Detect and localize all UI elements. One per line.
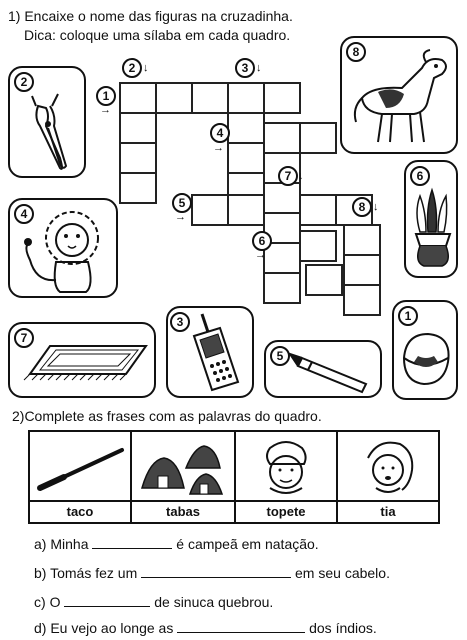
clue-number-6: 6: [252, 231, 272, 251]
boy-forelock-icon: [240, 434, 334, 498]
woman-face-icon: [342, 434, 436, 498]
picture-number-8: 8: [346, 42, 366, 62]
clue-number-8: 8: [352, 197, 372, 217]
crossword-cell[interactable]: [191, 82, 229, 114]
crossword-cell[interactable]: [299, 230, 337, 262]
crossword-cell[interactable]: [119, 142, 157, 174]
crossword-cell[interactable]: [155, 82, 193, 114]
clue-number-4: 4: [210, 123, 230, 143]
crossword-cell[interactable]: [227, 194, 265, 226]
crossword-cell[interactable]: [119, 82, 157, 114]
crossword-cell[interactable]: [227, 142, 265, 174]
sentence-text-before: Minha: [50, 536, 89, 552]
crossword-cell[interactable]: [343, 254, 381, 286]
pool-cue-icon: [34, 436, 128, 498]
crossword-cell[interactable]: [263, 182, 301, 214]
sentence-letter: a): [34, 536, 47, 552]
arrow-right-icon: →: [100, 104, 111, 116]
arrow-down-icon: ↓: [298, 170, 304, 182]
exercise-1-hint: Dica: coloque uma sílaba em cada quadro.: [24, 27, 291, 43]
clue-number-7: 7: [278, 166, 298, 186]
clue-number-1: 1: [96, 86, 116, 106]
exercise-1-title: 1) Encaixe o nome das figuras na cruzadinha.: [8, 8, 293, 24]
picture-number-5: 5: [270, 346, 290, 366]
crossword-cell[interactable]: [305, 264, 343, 296]
clue-number-3: 3: [235, 58, 255, 78]
word-topete: topete: [266, 504, 306, 519]
word-tia: tia: [380, 504, 396, 519]
exercise-2-title: 2)Complete as frases com as palavras do quadro.: [12, 408, 322, 424]
sentence-text-after: dos índios.: [309, 620, 377, 636]
crossword-cell[interactable]: [299, 194, 337, 226]
sentence-letter: b): [34, 565, 47, 581]
arrow-right-icon: →: [175, 211, 186, 223]
sentence-b: [34, 565, 390, 581]
crossword-cell[interactable]: [227, 82, 265, 114]
arrow-down-icon: ↓: [143, 62, 149, 74]
picture-number-3: 3: [170, 312, 190, 332]
picture-number-2: 2: [14, 72, 34, 92]
arrow-down-icon: ↓: [256, 62, 262, 74]
picture-number-1: 1: [398, 306, 418, 326]
answer-blank-d[interactable]: [177, 620, 305, 633]
sentence-letter: d): [34, 620, 47, 636]
clue-number-5: 5: [172, 193, 192, 213]
picture-number-6: 6: [410, 166, 430, 186]
picture-number-4: 4: [14, 204, 34, 224]
crossword-cell[interactable]: [263, 272, 301, 304]
sentence-d: [34, 620, 377, 636]
crossword-cell[interactable]: [343, 224, 381, 256]
sentence-text-after: é campeã em natação.: [176, 536, 319, 552]
word-taco: taco: [66, 504, 94, 519]
crossword-cell[interactable]: [119, 112, 157, 144]
sentence-text-before: Tomás fez um: [50, 565, 138, 581]
sentence-letter: c): [34, 594, 46, 610]
crossword-cell[interactable]: [299, 122, 337, 154]
clue-number-2: 2: [122, 58, 142, 78]
crossword-cell[interactable]: [227, 112, 265, 144]
huts-icon: [136, 434, 232, 498]
answer-blank-c[interactable]: [64, 594, 150, 607]
arrow-right-icon: →: [255, 249, 266, 261]
answer-blank-a[interactable]: [92, 536, 172, 549]
crossword-cell[interactable]: [119, 172, 157, 204]
answer-blank-b[interactable]: [141, 565, 291, 578]
word-box: [28, 430, 440, 524]
sentence-a: [34, 536, 319, 552]
crossword-cell[interactable]: [191, 194, 229, 226]
sentence-c: [34, 594, 273, 610]
arrow-down-icon: ↓: [373, 201, 379, 213]
sentence-text-after: em seu cabelo.: [295, 565, 390, 581]
word-tabas: tabas: [166, 504, 200, 519]
crossword-cell[interactable]: [263, 82, 301, 114]
arrow-right-icon: →: [213, 142, 224, 154]
sentence-text-before: Eu vejo ao longe as: [50, 620, 174, 636]
crossword-cell[interactable]: [263, 122, 301, 154]
sentence-text-before: O: [49, 594, 61, 610]
picture-number-7: 7: [14, 328, 34, 348]
sentence-text-after: de sinuca quebrou.: [154, 594, 274, 610]
crossword-cell[interactable]: [343, 284, 381, 316]
